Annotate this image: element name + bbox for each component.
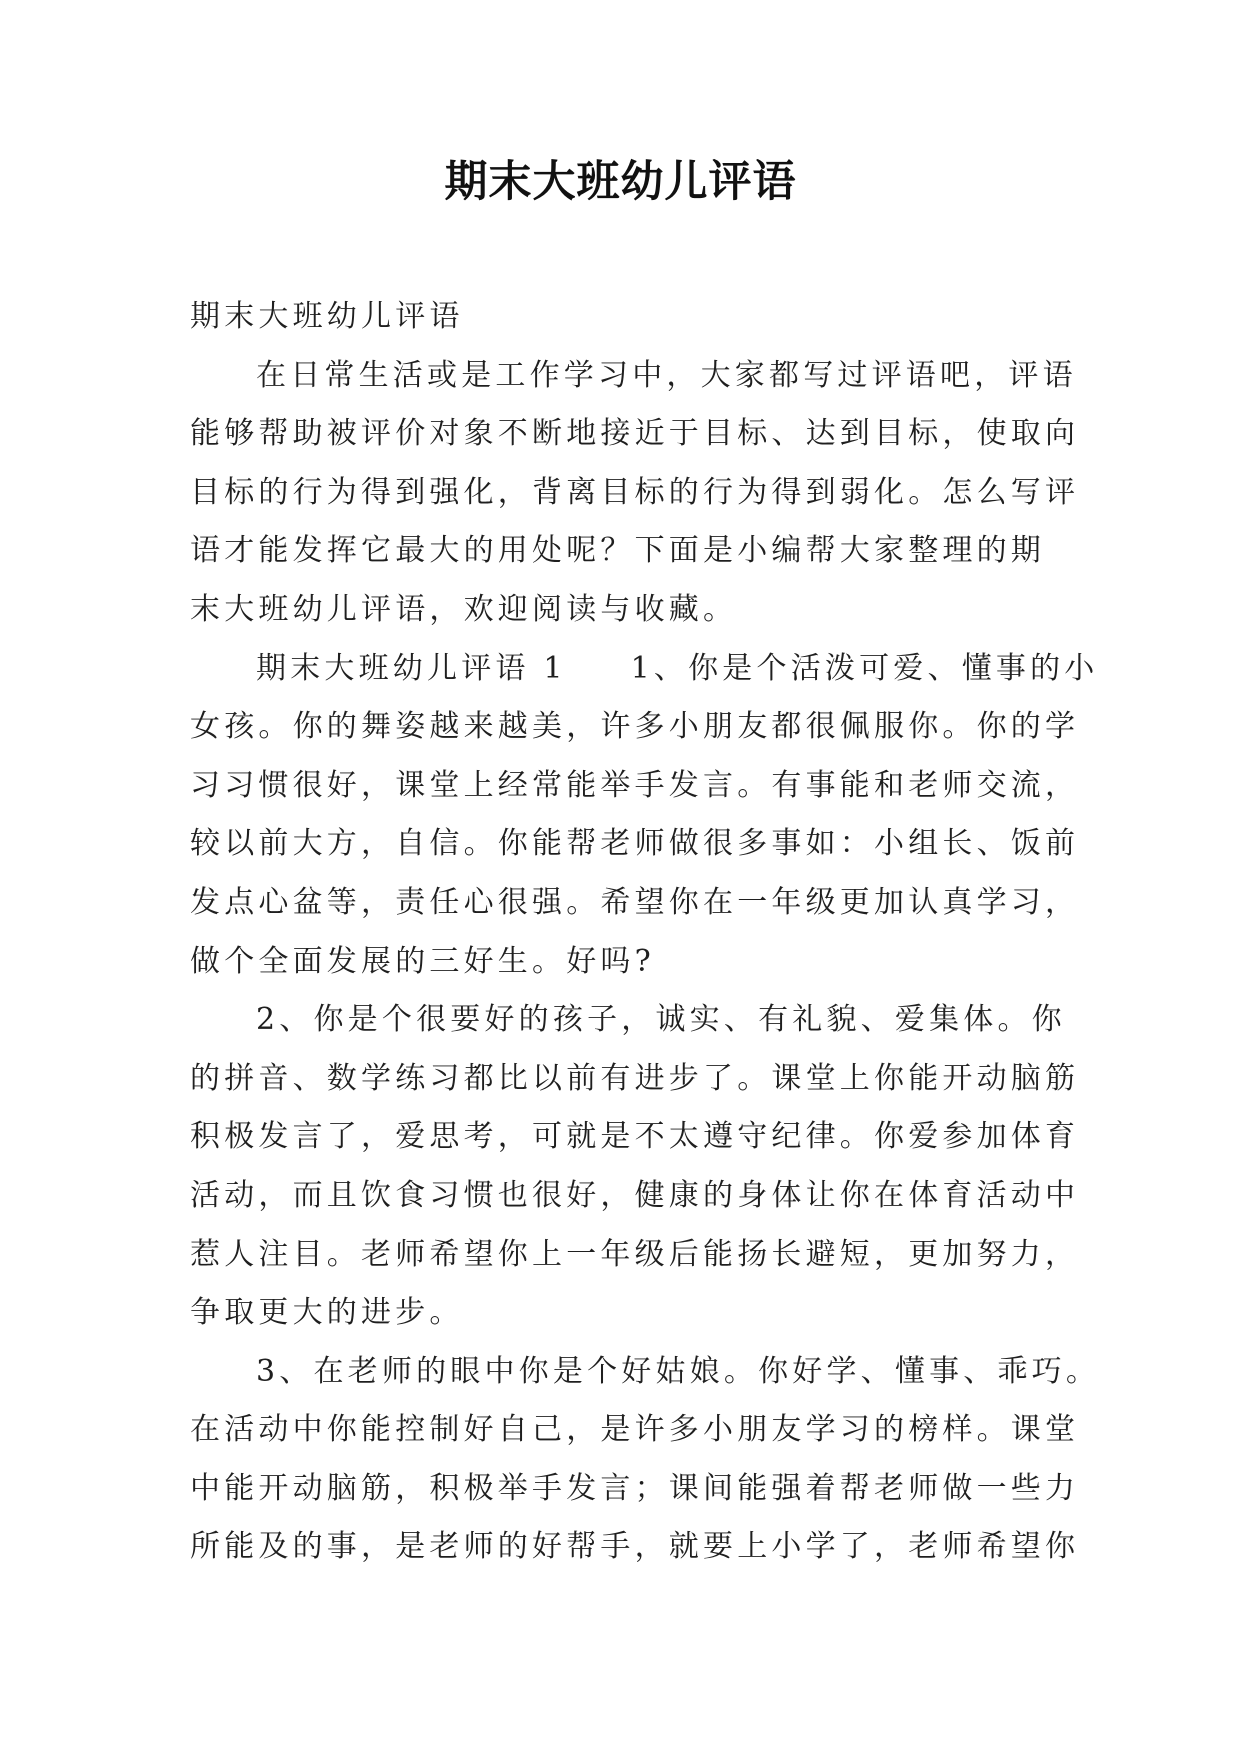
body-line: 末大班幼儿评语，欢迎阅读与收藏。	[190, 591, 738, 627]
body-line: 较以前大方，自信。你能帮老师做很多事如：小组长、饭前	[190, 826, 1080, 862]
document-title: 期末大班幼儿评语	[444, 157, 797, 207]
body-line: 争取更大的进步。	[190, 1295, 464, 1331]
body-line: 在日常生活或是工作学习中，大家都写过评语吧，评语	[256, 357, 1077, 393]
body-line: 积极发言了，爱思考，可就是不太遵守纪律。你爱参加体育	[190, 1119, 1080, 1155]
section-heading: 期末大班幼儿评语 1	[256, 650, 567, 686]
body-line: 在活动中你能控制好自己，是许多小朋友学习的榜样。课堂	[190, 1412, 1080, 1448]
body-line: 活动，而且饮食习惯也很好，健康的身体让你在体育活动中	[190, 1177, 1080, 1213]
body-line: 习习惯很好，课堂上经常能举手发言。有事能和老师交流，	[190, 767, 1080, 803]
body-line: 惹人注目。老师希望你上一年级后能扬长避短，更加努力，	[190, 1236, 1080, 1272]
body-line: 中能开动脑筋，积极举手发言；课间能强着帮老师做一些力	[190, 1470, 1080, 1506]
body-line: 女孩。你的舞姿越来越美，许多小朋友都很佩服你。你的学	[190, 709, 1080, 745]
body-line: 做个全面发展的三好生。好吗?	[190, 943, 655, 979]
body-line: 2、你是个很要好的孩子，诚实、有礼貌、爱集体。你	[256, 1002, 1066, 1038]
body-line: 语才能发挥它最大的用处呢？下面是小编帮大家整理的期	[190, 533, 1045, 569]
body-line	[190, 640, 1099, 699]
body-line: 所能及的事，是老师的好帮手，就要上小学了，老师希望你	[190, 1529, 1080, 1565]
body-line: 的拼音、数学练习都比以前有进步了。课堂上你能开动脑筋	[190, 1060, 1080, 1096]
body-line: 期末大班幼儿评语	[190, 299, 464, 334]
body-line: 目标的行为得到强化，背离目标的行为得到弱化。怎么写评	[190, 474, 1080, 510]
body-line: 发点心盆等，责任心很强。希望你在一年级更加认真学习，	[190, 884, 1080, 920]
body-line: 3、在老师的眼中你是个好姑娘。你好学、懂事、乖巧。	[256, 1353, 1101, 1389]
comment-start: 1、你是个活泼可爱、懂事的小	[630, 650, 1099, 686]
body-line: 能够帮助被评价对象不断地接近于目标、达到目标，使取向	[190, 416, 1080, 452]
document-body	[190, 288, 1101, 1577]
